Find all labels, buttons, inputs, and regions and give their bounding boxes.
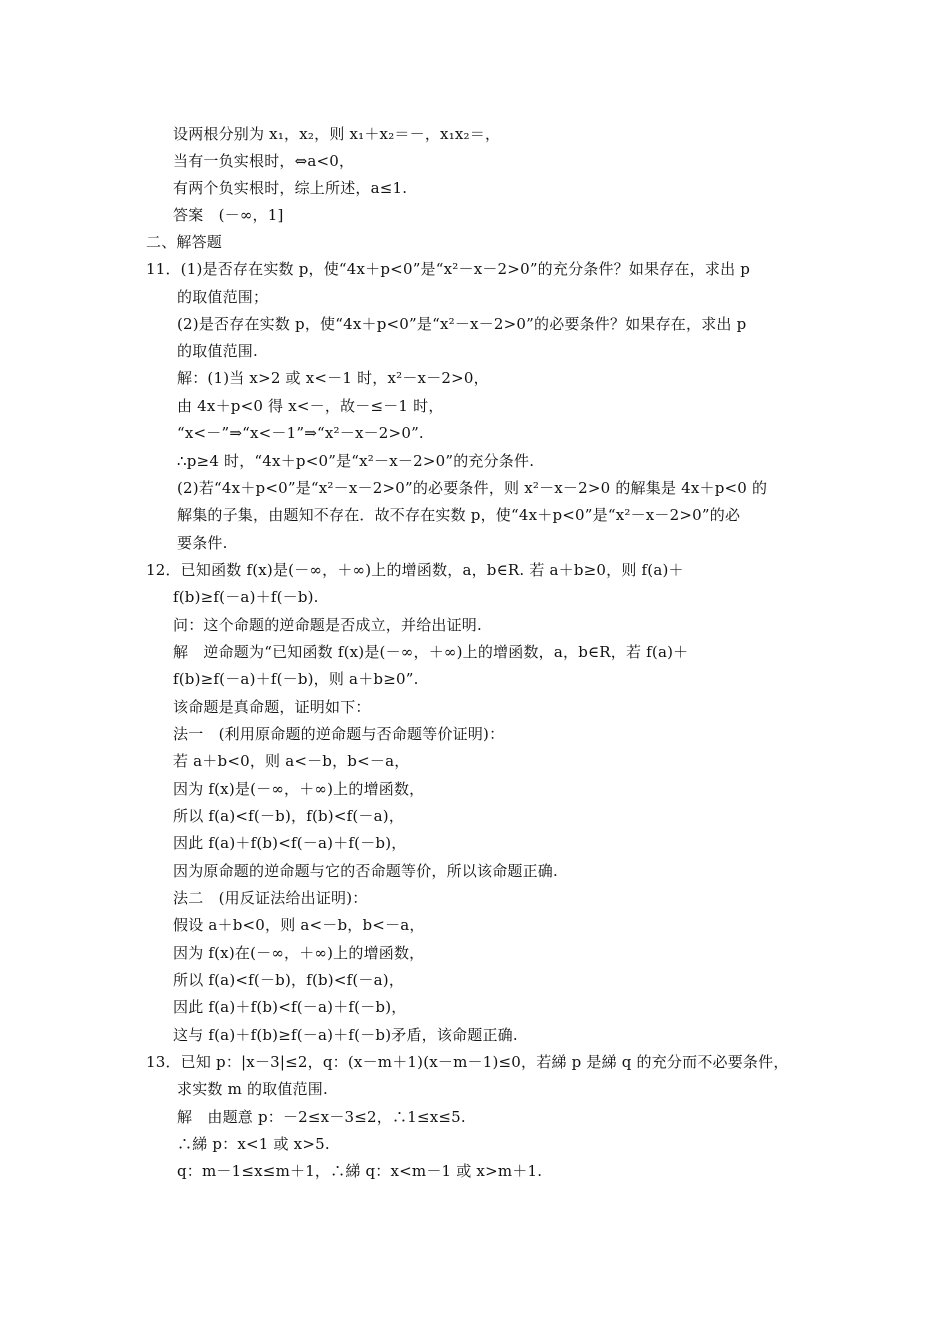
text-line: 设两根分别为 x₁，x₂，则 x₁＋x₂＝－，x₁x₂＝，: [173, 125, 501, 143]
text-line: 解集的子集，由题知不存在．故不存在实数 p，使“4x＋p<0”是“x²－x－2>0”的必: [177, 506, 741, 524]
question-13-text: 13．已知 p：|x－3|≤2，q：(x－m＋1)(x－m－1)≤0，若綈 p 是綈 q 的充分而不必要条件，: [146, 1053, 789, 1071]
text-line: 所以 f(a)<f(－b)，f(b)<f(－a)，: [173, 807, 405, 825]
text-line: 这与 f(a)＋f(b)≥f(－a)＋f(－b)矛盾，该命题正确.: [173, 1026, 518, 1044]
text-line: 答案 (－∞，1]: [173, 206, 284, 224]
text-line: 假设 a＋b<0，则 a<－b，b<－a，: [173, 916, 425, 934]
question-11-text: 11．(1)是否存在实数 p，使“4x＋p<0”是“x²－x－2>0”的充分条件？如果存在，求出 p: [146, 260, 751, 278]
text-line: 的取值范围；: [177, 288, 269, 306]
text-line: f(b)≥f(－a)＋f(－b).: [173, 588, 319, 606]
text-line: 法二 (用反证法给出证明)：: [173, 889, 368, 907]
text-line: 当有一负实根时，⇔a<0，: [173, 152, 355, 170]
text-line: (2)是否存在实数 p，使“4x＋p<0”是“x²－x－2>0”的必要条件？如果存在，求出 p: [177, 315, 747, 333]
text-line: 解 由题意 p：－2≤x－3≤2，∴1≤x≤5.: [177, 1108, 466, 1126]
text-line: ∴p≥4 时，“4x＋p<0”是“x²－x－2>0”的充分条件.: [177, 452, 535, 470]
text-line: 的取值范围.: [177, 342, 258, 360]
question-12-text: 12．已知函数 f(x)是(－∞，＋∞)上的增函数，a，b∈R. 若 a＋b≥0，则 f(a)＋: [146, 561, 684, 579]
text-line: “x<－”⇒“x<－1”⇒“x²－x－2>0”.: [177, 424, 424, 442]
text-line: 有两个负实根时，综上所述，a≤1.: [173, 179, 408, 197]
text-line: 因此 f(a)＋f(b)<f(－a)＋f(－b)，: [173, 998, 407, 1016]
text-line: 因为 f(x)在(－∞，＋∞)上的增函数，: [173, 944, 425, 962]
text-line: 若 a＋b<0，则 a<－b，b<－a，: [173, 752, 410, 770]
text-line: 要条件.: [177, 534, 228, 552]
text-line: 解 逆命题为“已知函数 f(x)是(－∞，＋∞)上的增函数，a，b∈R，若 f(a)＋: [173, 643, 689, 661]
text-line: f(b)≥f(－a)＋f(－b)，则 a＋b≥0”.: [173, 670, 419, 688]
text-line: 因为原命题的逆命题与它的否命题等价，所以该命题正确.: [173, 862, 558, 880]
text-line: q：m－1≤x≤m＋1，∴綈 q：x<m－1 或 x>m＋1.: [177, 1162, 543, 1180]
section-heading: 二、解答题: [146, 233, 223, 251]
text-line: (2)若“4x＋p<0”是“x²－x－2>0”的必要条件，则 x²－x－2>0 的解集是 4x＋p<0 的: [177, 479, 768, 497]
text-line: 因为 f(x)是(－∞，＋∞)上的增函数，: [173, 780, 425, 798]
text-line: ∴綈 p：x<1 或 x>5.: [177, 1135, 330, 1153]
text-line: 该命题是真命题，证明如下：: [173, 698, 371, 716]
text-line: 问：这个命题的逆命题是否成立，并给出证明.: [173, 616, 482, 634]
text-line: 解：(1)当 x>2 或 x<－1 时，x²－x－2>0，: [177, 369, 489, 387]
text-line: 由 4x＋p<0 得 x<－，故－≤－1 时，: [177, 397, 444, 415]
text-line: 法一 (利用原命题的逆命题与否命题等价证明)：: [173, 725, 505, 743]
text-line: 所以 f(a)<f(－b)，f(b)<f(－a)，: [173, 971, 405, 989]
text-line: 求实数 m 的取值范围.: [177, 1080, 328, 1098]
text-line: 因此 f(a)＋f(b)<f(－a)＋f(－b)，: [173, 834, 407, 852]
